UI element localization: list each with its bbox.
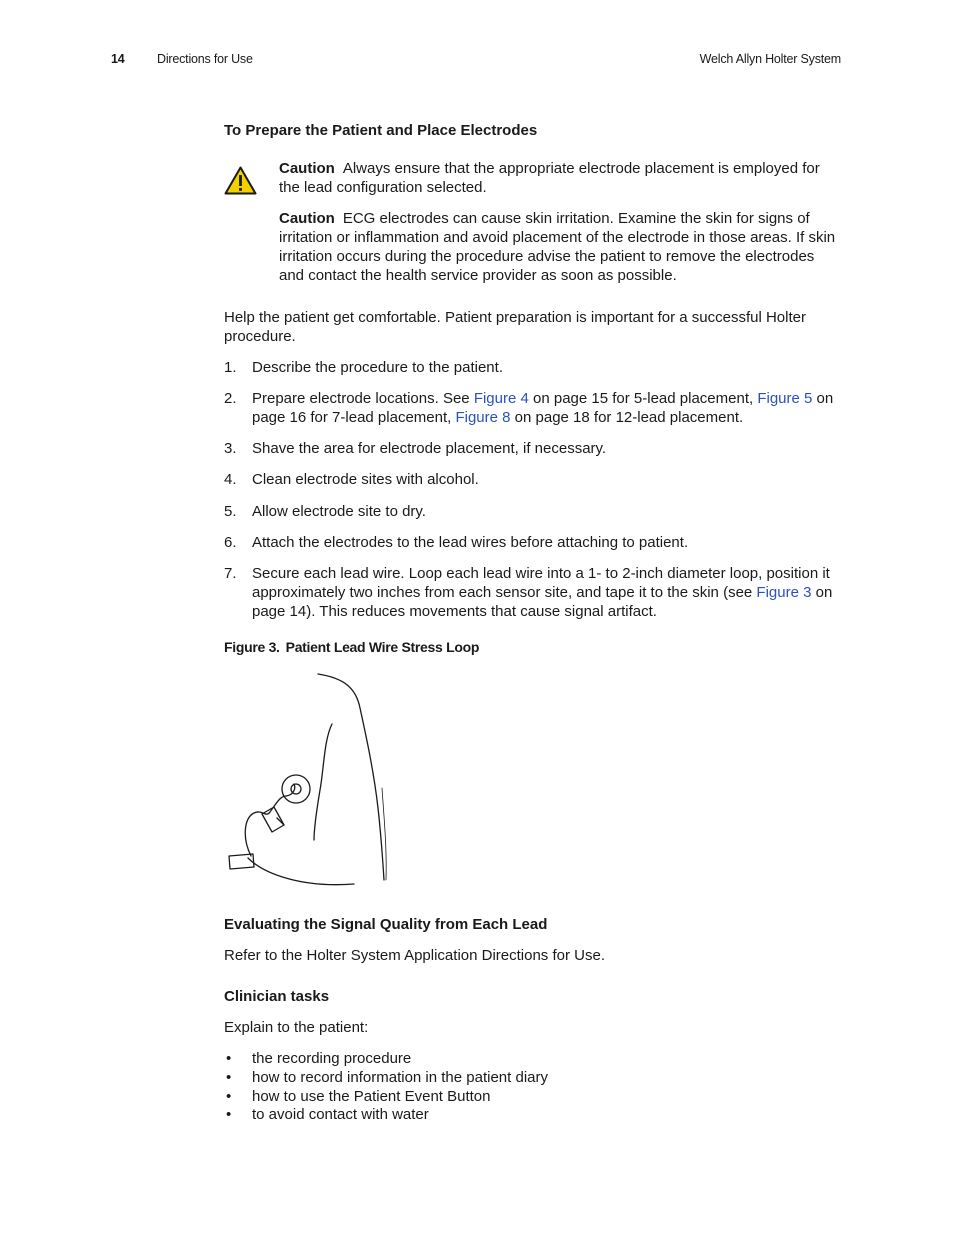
- step-6: [224, 533, 840, 552]
- bullet-item: [224, 1087, 840, 1106]
- section-heading-prepare: To Prepare the Patient and Place Electrodes: [224, 122, 538, 139]
- bullet-item: [224, 1068, 840, 1087]
- step-text: Allow electrode site to dry.: [252, 503, 426, 520]
- section-heading-clinician-tasks: Clinician tasks: [224, 988, 330, 1005]
- bullet-text: the recording procedure: [252, 1050, 412, 1067]
- step-number: 1.: [224, 359, 237, 376]
- step-3: [224, 439, 840, 458]
- step-number: 5.: [224, 503, 237, 520]
- figure-number: Figure 3.: [224, 639, 280, 655]
- step-text: Secure each lead wire. Loop each lead wire into a 1- to 2-inch diameter loop, position it approximately two inches from each sensor site, and tape it to the skin (see Figure 3 on page 14). This reduces movements that cause signal artifact.: [252, 565, 833, 620]
- step-text: Shave the area for electrode placement, if necessary.: [252, 440, 607, 457]
- caution-electrode-placement: [279, 159, 840, 197]
- bullet-item: [224, 1049, 840, 1068]
- bullet-text: to avoid contact with water: [252, 1106, 429, 1123]
- step-number: 3.: [224, 440, 237, 457]
- caution-text: ECG electrodes can cause skin irritation. Examine the skin for signs of irritation or inflammation and avoid placement of the electrode in those areas. If skin irritation occurs during the procedure advise the patient to remove the electrodes and contact the health service provider as soon as possible.: [279, 210, 836, 284]
- step-number: 7.: [224, 565, 237, 582]
- step-text: Clean electrode sites with alcohol.: [252, 471, 479, 488]
- figure-caption: [224, 639, 479, 655]
- step-text: Prepare electrode locations. See Figure 4 on page 15 for 5-lead placement, Figure 5 on page 16 for 7-lead placement, Figure 8 on page 18 for 12-lead placement.: [252, 390, 834, 426]
- caution-label: Caution: [279, 210, 335, 227]
- caution-label: Caution: [279, 160, 335, 177]
- bullet-symbol: •: [226, 1050, 232, 1067]
- clinician-intro: Explain to the patient:: [224, 1019, 369, 1036]
- bullet-symbol: •: [226, 1088, 232, 1105]
- step-number: 4.: [224, 471, 237, 488]
- running-header-left: Directions for Use: [157, 52, 253, 66]
- step-4: [224, 470, 840, 489]
- warning-icon: [224, 166, 257, 195]
- figure-4-link[interactable]: Figure 4: [473, 390, 529, 407]
- running-header-right: Welch Allyn Holter System: [699, 52, 841, 66]
- bullet-text: how to record information in the patient diary: [252, 1069, 548, 1086]
- section-heading-signal-quality: Evaluating the Signal Quality from Each Lead: [224, 916, 548, 933]
- step-text: Describe the procedure to the patient.: [252, 359, 503, 376]
- caution-text: Always ensure that the appropriate electrode placement is employed for the lead configuration selected.: [279, 160, 820, 196]
- figure-5-link[interactable]: Figure 5: [757, 390, 813, 407]
- figure-3-link[interactable]: Figure 3: [756, 584, 812, 601]
- bullet-symbol: •: [226, 1069, 232, 1086]
- intro-paragraph: Help the patient get comfortable. Patient preparation is important for a successful Holter procedure.: [224, 309, 806, 345]
- bullet-symbol: •: [226, 1106, 232, 1123]
- step-number: 2.: [224, 390, 237, 407]
- signal-quality-text: Refer to the Holter System Application Directions for Use.: [224, 947, 605, 964]
- bullet-item: [224, 1105, 840, 1124]
- step-1: [224, 358, 840, 377]
- step-2: [224, 389, 840, 427]
- bullet-text: how to use the Patient Event Button: [252, 1088, 491, 1105]
- caution-skin-irritation: [279, 209, 840, 285]
- step-5: [224, 502, 840, 521]
- step-7: [224, 564, 840, 621]
- figure-8-link[interactable]: Figure 8: [455, 409, 511, 426]
- page-number: 14: [111, 52, 125, 66]
- lead-wire-stress-loop-illustration: [224, 668, 404, 893]
- step-number: 6.: [224, 534, 237, 551]
- figure-title: Patient Lead Wire Stress Loop: [285, 639, 480, 655]
- step-text: Attach the electrodes to the lead wires before attaching to patient.: [252, 534, 689, 551]
